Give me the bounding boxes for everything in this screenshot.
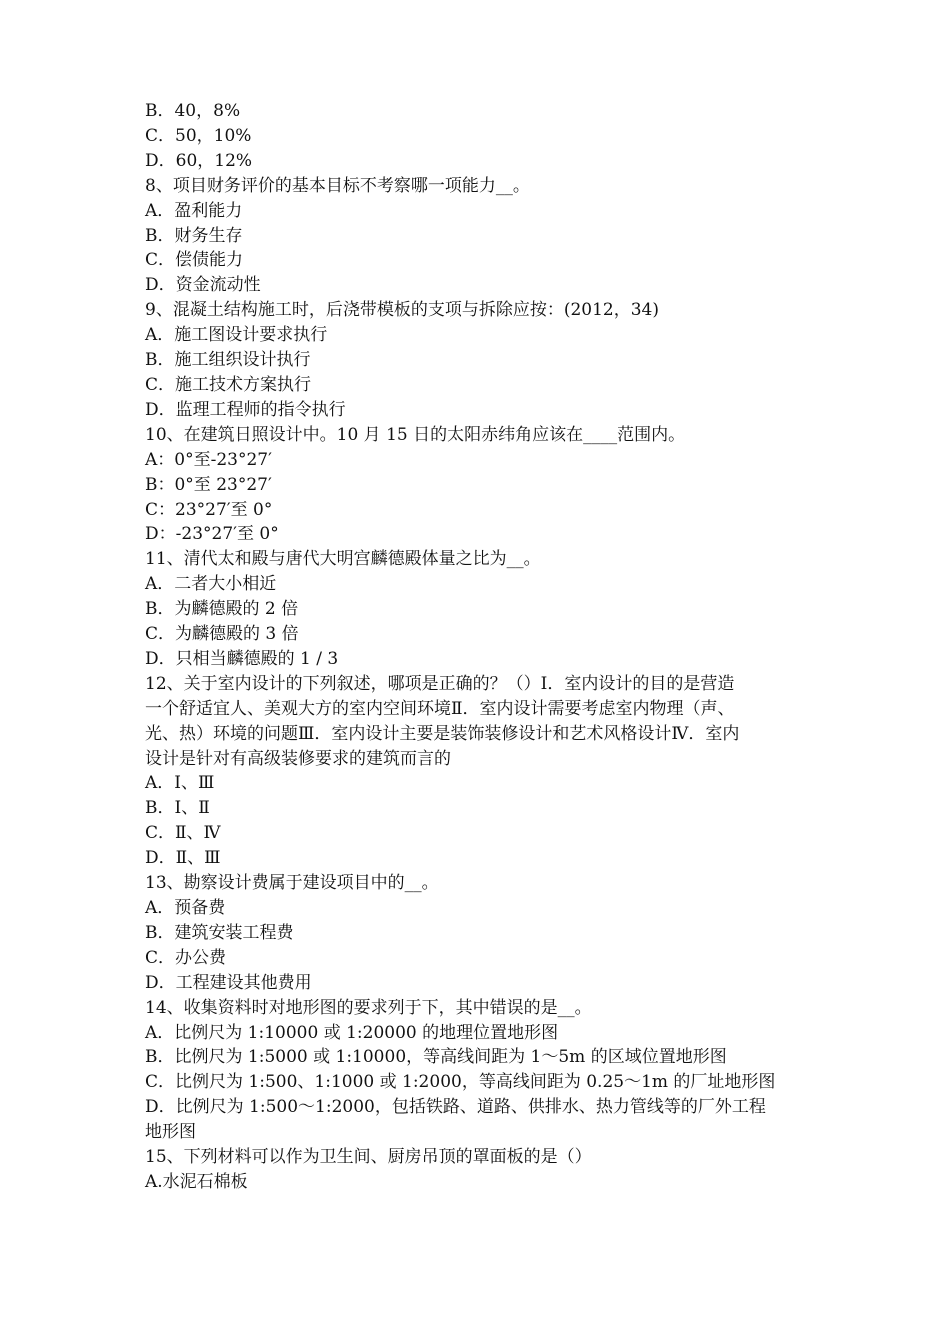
option-b: B．为麟德殿的 2 倍 [145, 599, 299, 620]
option-a: A．预备费 [145, 898, 226, 918]
option-d: D：-23°27′至 0° [145, 524, 279, 545]
question-12-line-1: 12、关于室内设计的下列叙述，哪项是正确的？（）Ⅰ．室内设计的目的是营造 [145, 673, 735, 694]
question-12-line-3: 光、热）环境的问题Ⅲ．室内设计主要是装饰装修设计和艺术风格设计Ⅳ．室内 [145, 723, 740, 744]
option-b: B：0°至 23°27′ [145, 474, 272, 495]
option-b: B．建筑安装工程费 [145, 922, 294, 943]
option-b: B．财务生存 [145, 225, 243, 246]
option-c: C．比例尺为 1:500、1:1000 或 1:2000，等高线间距为 0.25～1m 的厂址地形图 [145, 1072, 776, 1093]
option-a: A．盈利能力 [145, 200, 243, 221]
option-b: B．40，8% [145, 101, 241, 121]
option-d: D．60，12% [145, 150, 253, 171]
option-a: A：0°至-23°27′ [145, 449, 272, 470]
option-c: C．Ⅱ、Ⅳ [145, 823, 221, 844]
question-10: 10、在建筑日照设计中。10 月 15 日的太阳赤纬角应该在____范围内。 [145, 424, 686, 445]
option-d: D．比例尺为 1:500～1:2000，包括铁路、道路、供排水、热力管线等的厂外工程 [145, 1097, 766, 1118]
option-b: B．比例尺为 1:5000 或 1:10000，等高线间距为 1～5m 的区域位置地形图 [145, 1047, 727, 1068]
option-c: C．50，10% [145, 125, 252, 146]
question-13: 13、勘察设计费属于建设项目中的__。 [145, 873, 439, 894]
option-c: C：23°27′至 0° [145, 499, 273, 520]
option-d: D．只相当麟德殿的 1 / 3 [145, 648, 339, 669]
option-a: A．比例尺为 1:10000 或 1:20000 的地理位置地形图 [145, 1022, 559, 1043]
option-d-continuation: 地形图 [145, 1122, 196, 1143]
option-b: B．施工组织设计执行 [145, 350, 311, 371]
option-a: A.水泥石棉板 [145, 1171, 248, 1192]
document-page [145, 99, 825, 1195]
option-a: A．Ⅰ、Ⅲ [145, 773, 215, 794]
question-12-line-4: 设计是针对有高级装修要求的建筑而言的 [145, 748, 451, 769]
question-12-line-2: 一个舒适宜人、美观大方的室内空间环境Ⅱ．室内设计需要考虑室内物理（声、 [145, 698, 735, 719]
question-14: 14、收集资料时对地形图的要求列于下，其中错误的是__。 [145, 997, 592, 1018]
question-15: 15、下列材料可以作为卫生间、厨房吊顶的罩面板的是（） [145, 1147, 592, 1168]
question-9: 9、混凝土结构施工时，后浇带模板的支项与拆除应按：(2012，34) [145, 300, 659, 321]
option-d: D．Ⅱ、Ⅲ [145, 848, 221, 869]
option-d: D．监理工程师的指令执行 [145, 399, 346, 420]
option-c: C．为麟德殿的 3 倍 [145, 624, 299, 645]
question-11: 11、清代太和殿与唐代大明宫麟德殿体量之比为__。 [145, 549, 541, 570]
option-c: C．办公费 [145, 947, 227, 968]
option-a: A．二者大小相近 [145, 574, 277, 595]
option-b: B．Ⅰ、Ⅱ [145, 798, 210, 819]
option-c: C．偿债能力 [145, 250, 244, 271]
option-d: D．工程建设其他费用 [145, 972, 312, 993]
question-8: 8、项目财务评价的基本目标不考察哪一项能力__。 [145, 175, 530, 196]
option-d: D．资金流动性 [145, 275, 261, 296]
option-c: C．施工技术方案执行 [145, 374, 312, 395]
option-a: A．施工图设计要求执行 [145, 325, 328, 346]
